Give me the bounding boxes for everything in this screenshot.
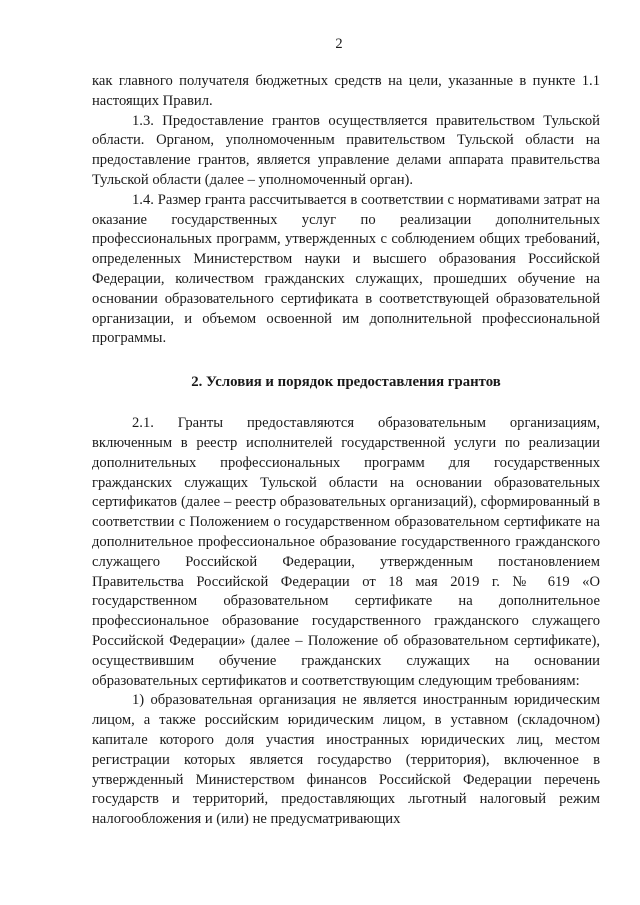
paragraph-continuation: как главного получателя бюджетных средств на цели, указанные в пункте 1.1 настоящих Правил. [92, 73, 600, 109]
paragraph-1-3: 1.3. Предоставление грантов осуществляется правительством Тульской области. Органом, уполномоченным правительством Тульской области на предоставление грантов, является управление делами аппарата правительства Тульской области (далее – уполномоченный орган). [92, 112, 600, 188]
paragraph-2-1: 2.1. Гранты предоставляются образовательным организациям, включенным в реестр исполнителей государственной услуги по реализации дополнительных профессиональных программ для государственных гражданских служащих Тульской области на основании образовательных сертификатов (далее – реестр образовательных организаций), сформированный в соответствии с Положением о государственном образовательном сертификате на дополнительное профессиональное образование государственного гражданского служащего Российской Федерации, утвержденным постановлением Правительства Российской Федерации от 18 мая 2019 г. № 619 «О государственном образовательном сертификате на дополнительное профессиональное образование государственного гражданского служащего Российской Федерации» (далее – Положение об образовательном сертификате), осуществившим обучение гражданских служащих на основании образовательных сертификатов и соответствующим следующим требованиям: [92, 415, 600, 689]
page-number: 2 [335, 36, 343, 52]
paragraph-1-4: 1.4. Размер гранта рассчитывается в соответствии с нормативами затрат на оказание государственных услуг по реализации дополнительных профессиональных программ, утвержденных с соблюдением общих требований, определенных Министерством науки и высшего образования Российской Федерации, количеством гражданских служащих, прошедших обучение на основании образовательного сертификата в соответствующей образовательной организации, и объемом освоенной им дополнительной профессиональной программы. [92, 191, 600, 347]
paragraph-requirement-1: 1) образовательная организация не является иностранным юридическим лицом, а также российским юридическим лицом, в уставном (складочном) капитале которого доля участия иностранных юридических лиц, местом регистрации которых является государство (территория), включенное в утвержденный Министерством финансов Российской Федерации перечень государств и территорий, предоставляющих льготный налоговый режим налогообложения и (или) не предусматривающих [92, 692, 600, 828]
section-heading: 2. Условия и порядок предоставления грантов [191, 374, 501, 391]
